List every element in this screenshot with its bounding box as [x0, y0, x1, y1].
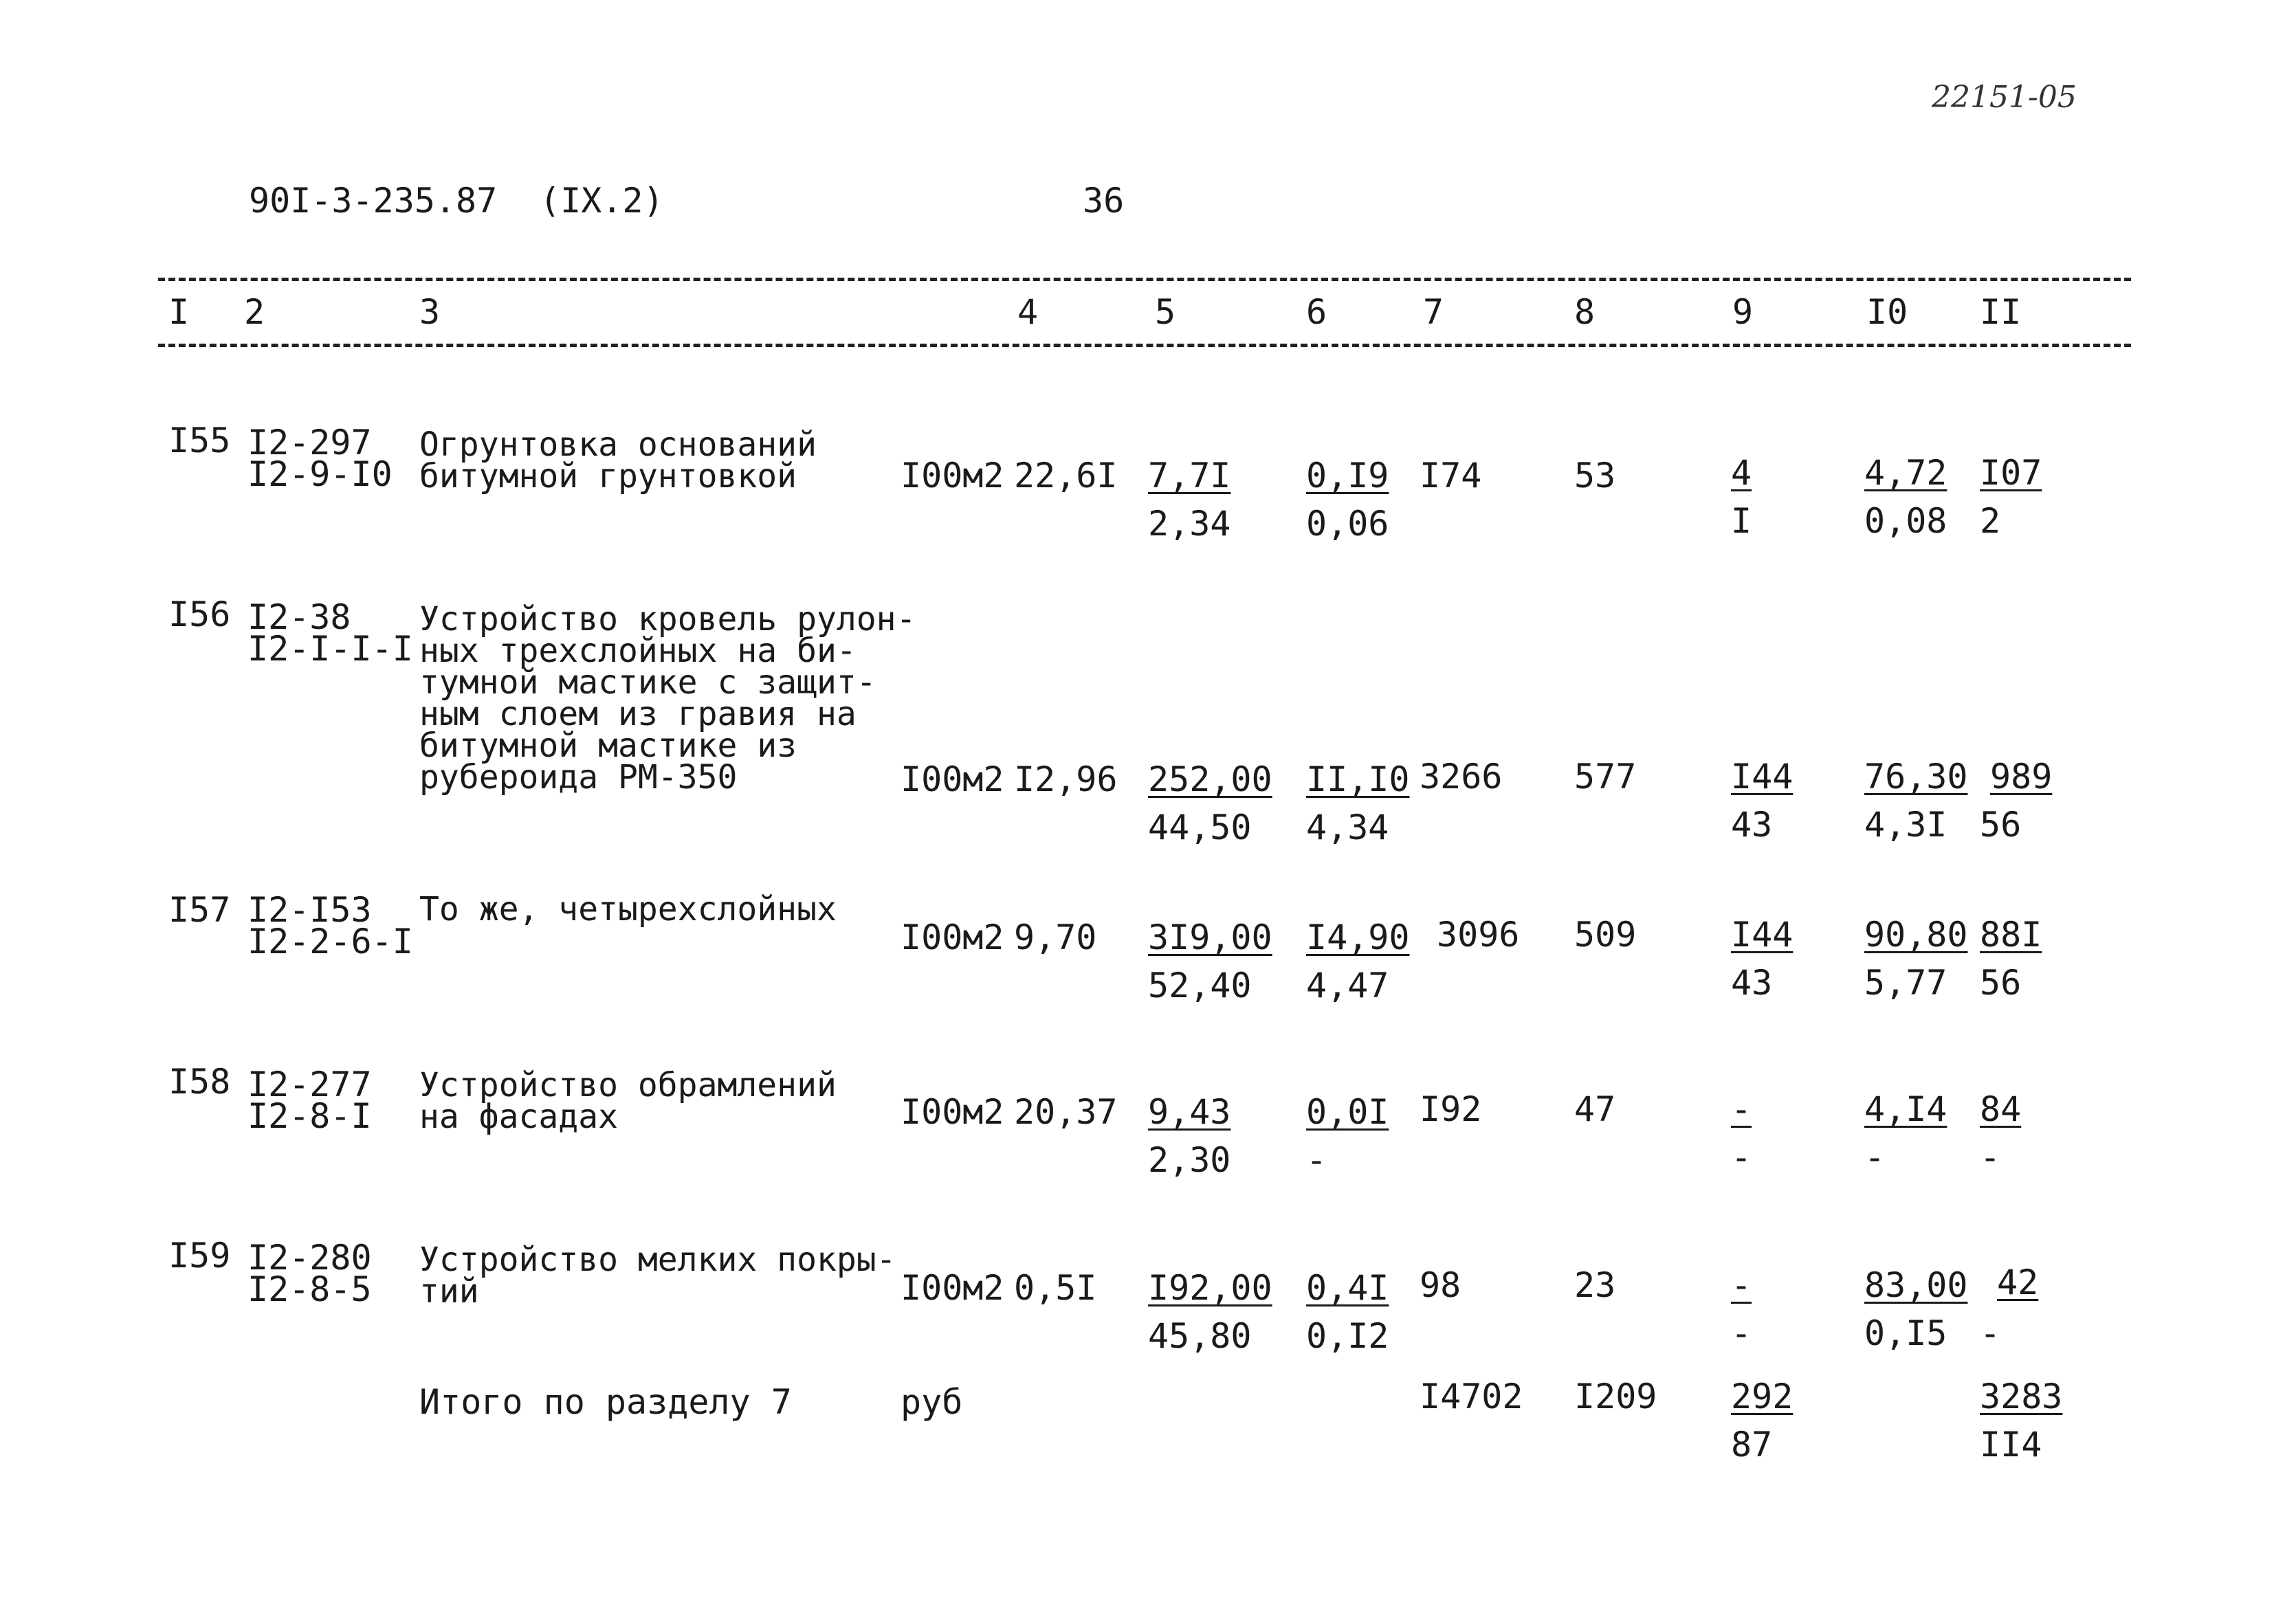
col6-bottom: 0,I2	[1306, 1316, 1389, 1356]
col6-top: 0,I9	[1306, 456, 1389, 496]
norm-code: I2-297	[247, 423, 372, 463]
col5-top: I92,00	[1148, 1268, 1272, 1308]
col9-top: -	[1731, 1089, 1752, 1129]
document-section: (IX.2)	[540, 181, 664, 221]
quantity: I2,96	[1014, 759, 1118, 799]
work-description: Огрунтовка оснований битумной грунтовкой	[419, 425, 817, 496]
col6-bottom: 4,47	[1306, 966, 1389, 1005]
column-header-10: I0	[1866, 292, 1908, 332]
work-description: Устройство мелких покры- тий	[419, 1241, 896, 1311]
price-code: I2-9-I0	[247, 454, 393, 494]
norm-code: I2-38	[247, 597, 351, 637]
norm-code: I2-280	[247, 1238, 372, 1278]
header-rule-bottom	[158, 344, 2131, 347]
col9-top: I44	[1731, 915, 1793, 955]
col6-top: II,I0	[1306, 759, 1410, 799]
col11-bottom: 56	[1980, 805, 2022, 845]
col5-bottom: 44,50	[1148, 808, 1252, 847]
col6-top: 0,4I	[1306, 1268, 1389, 1308]
col9-bottom: I	[1731, 501, 1752, 541]
col9-bottom: -	[1731, 1137, 1752, 1177]
col10-bottom: 4,3I	[1864, 805, 1947, 845]
col10-top: 4,72	[1864, 453, 1947, 493]
col9-bottom: 43	[1731, 805, 1773, 845]
col7: 3096	[1437, 915, 1520, 955]
quantity: 20,37	[1014, 1092, 1118, 1132]
col5-top: 3I9,00	[1148, 917, 1272, 957]
col10-top: 4,I4	[1864, 1089, 1947, 1129]
col9-top: 4	[1731, 453, 1752, 493]
column-header-7: 7	[1423, 292, 1444, 332]
col7: I92	[1420, 1089, 1482, 1129]
col11-top: 84	[1980, 1089, 2022, 1129]
col10-bottom: -	[1864, 1137, 1886, 1177]
col6-bottom: 0,06	[1306, 504, 1389, 544]
col11-top: I07	[1980, 453, 2042, 493]
unit: I00м2	[901, 1268, 1004, 1308]
col11-bottom: 2	[1980, 501, 2001, 541]
row-number: I55	[168, 421, 231, 460]
total-col9-bottom: 87	[1731, 1425, 1773, 1465]
col9-top: I44	[1731, 757, 1793, 797]
column-header-5: 5	[1155, 292, 1176, 332]
col5-top: 252,00	[1148, 759, 1272, 799]
col6-top: 0,0I	[1306, 1092, 1389, 1132]
col8: 577	[1574, 757, 1637, 797]
total-col7: I4702	[1420, 1377, 1523, 1416]
unit: I00м2	[901, 917, 1004, 957]
total-col11-top: 3283	[1980, 1377, 2063, 1416]
col7: 3266	[1420, 757, 1503, 797]
col8: 509	[1574, 915, 1637, 955]
col5-bottom: 2,34	[1148, 504, 1231, 544]
norm-code: I2-I53	[247, 890, 372, 930]
col7: 98	[1420, 1265, 1461, 1305]
col10-bottom: 0,I5	[1864, 1313, 1947, 1353]
total-col8: I209	[1574, 1377, 1657, 1416]
col9-top: -	[1731, 1265, 1752, 1305]
unit: I00м2	[901, 456, 1004, 496]
price-code: I2-2-6-I	[247, 922, 413, 961]
quantity: 9,70	[1014, 917, 1097, 957]
col10-top: 76,30	[1864, 757, 1968, 797]
col6-bottom: 4,34	[1306, 808, 1389, 847]
norm-code: I2-277	[247, 1065, 372, 1104]
work-description: Устройство обрамлений на фасадах	[419, 1066, 837, 1136]
col10-top: 83,00	[1864, 1265, 1968, 1305]
col5-bottom: 52,40	[1148, 966, 1252, 1005]
row-number: I56	[168, 594, 231, 634]
column-header-1: I	[168, 292, 190, 332]
quantity: 0,5I	[1014, 1268, 1097, 1308]
price-code: I2-8-5	[247, 1269, 372, 1309]
col11-bottom: 56	[1980, 963, 2022, 1003]
col9-bottom: 43	[1731, 963, 1773, 1003]
col8: 47	[1574, 1089, 1616, 1129]
row-number: I58	[168, 1062, 231, 1102]
col11-bottom: -	[1980, 1137, 2001, 1177]
total-col11-bottom: II4	[1980, 1425, 2042, 1465]
col5-bottom: 45,80	[1148, 1316, 1252, 1356]
col11-top: 88I	[1980, 915, 2042, 955]
row-number: I59	[168, 1236, 231, 1276]
unit: I00м2	[901, 1092, 1004, 1132]
document-code: 90I-3-235.87	[249, 181, 498, 221]
column-header-3: 3	[419, 292, 441, 332]
row-number: I57	[168, 890, 231, 930]
column-header-6: 6	[1306, 292, 1327, 332]
column-header-8: 8	[1574, 292, 1596, 332]
total-label: Итого по разделу 7	[419, 1382, 792, 1422]
unit: I00м2	[901, 759, 1004, 799]
column-header-4: 4	[1017, 292, 1039, 332]
col5-top: 7,7I	[1148, 456, 1231, 496]
price-code: I2-8-I	[247, 1096, 372, 1136]
col6-top: I4,90	[1306, 917, 1410, 957]
col6-bottom: -	[1306, 1140, 1327, 1180]
col10-bottom: 5,77	[1864, 963, 1947, 1003]
quantity: 22,6I	[1014, 456, 1118, 496]
col11-top: 989	[1990, 757, 2053, 797]
column-header-9: 9	[1732, 292, 1754, 332]
page-number: 36	[1083, 181, 1125, 221]
total-unit: руб	[901, 1382, 963, 1422]
col11-bottom: -	[1980, 1313, 2001, 1353]
header-rule-top	[158, 278, 2131, 281]
col8: 23	[1574, 1265, 1616, 1305]
col10-top: 90,80	[1864, 915, 1968, 955]
price-code: I2-I-I-I	[247, 629, 413, 669]
col7: I74	[1420, 456, 1482, 496]
column-header-11: II	[1980, 292, 2022, 332]
total-col9-top: 292	[1731, 1377, 1793, 1416]
col9-bottom: -	[1731, 1313, 1752, 1353]
work-description: То же, четырехслойных	[419, 890, 837, 928]
column-header-2: 2	[244, 292, 265, 332]
col10-bottom: 0,08	[1864, 501, 1947, 541]
col5-bottom: 2,30	[1148, 1140, 1231, 1180]
col8: 53	[1574, 456, 1616, 496]
col11-top: 42	[1997, 1263, 2039, 1302]
work-description: Устройство кровель рулон- ных трехслойных на би- тумной мастике с защит- ным слоем из гравия на битумной мастике из рубероида РМ-350	[419, 600, 916, 797]
col5-top: 9,43	[1148, 1092, 1231, 1132]
handwritten-note: 22151-05	[1932, 80, 2077, 115]
